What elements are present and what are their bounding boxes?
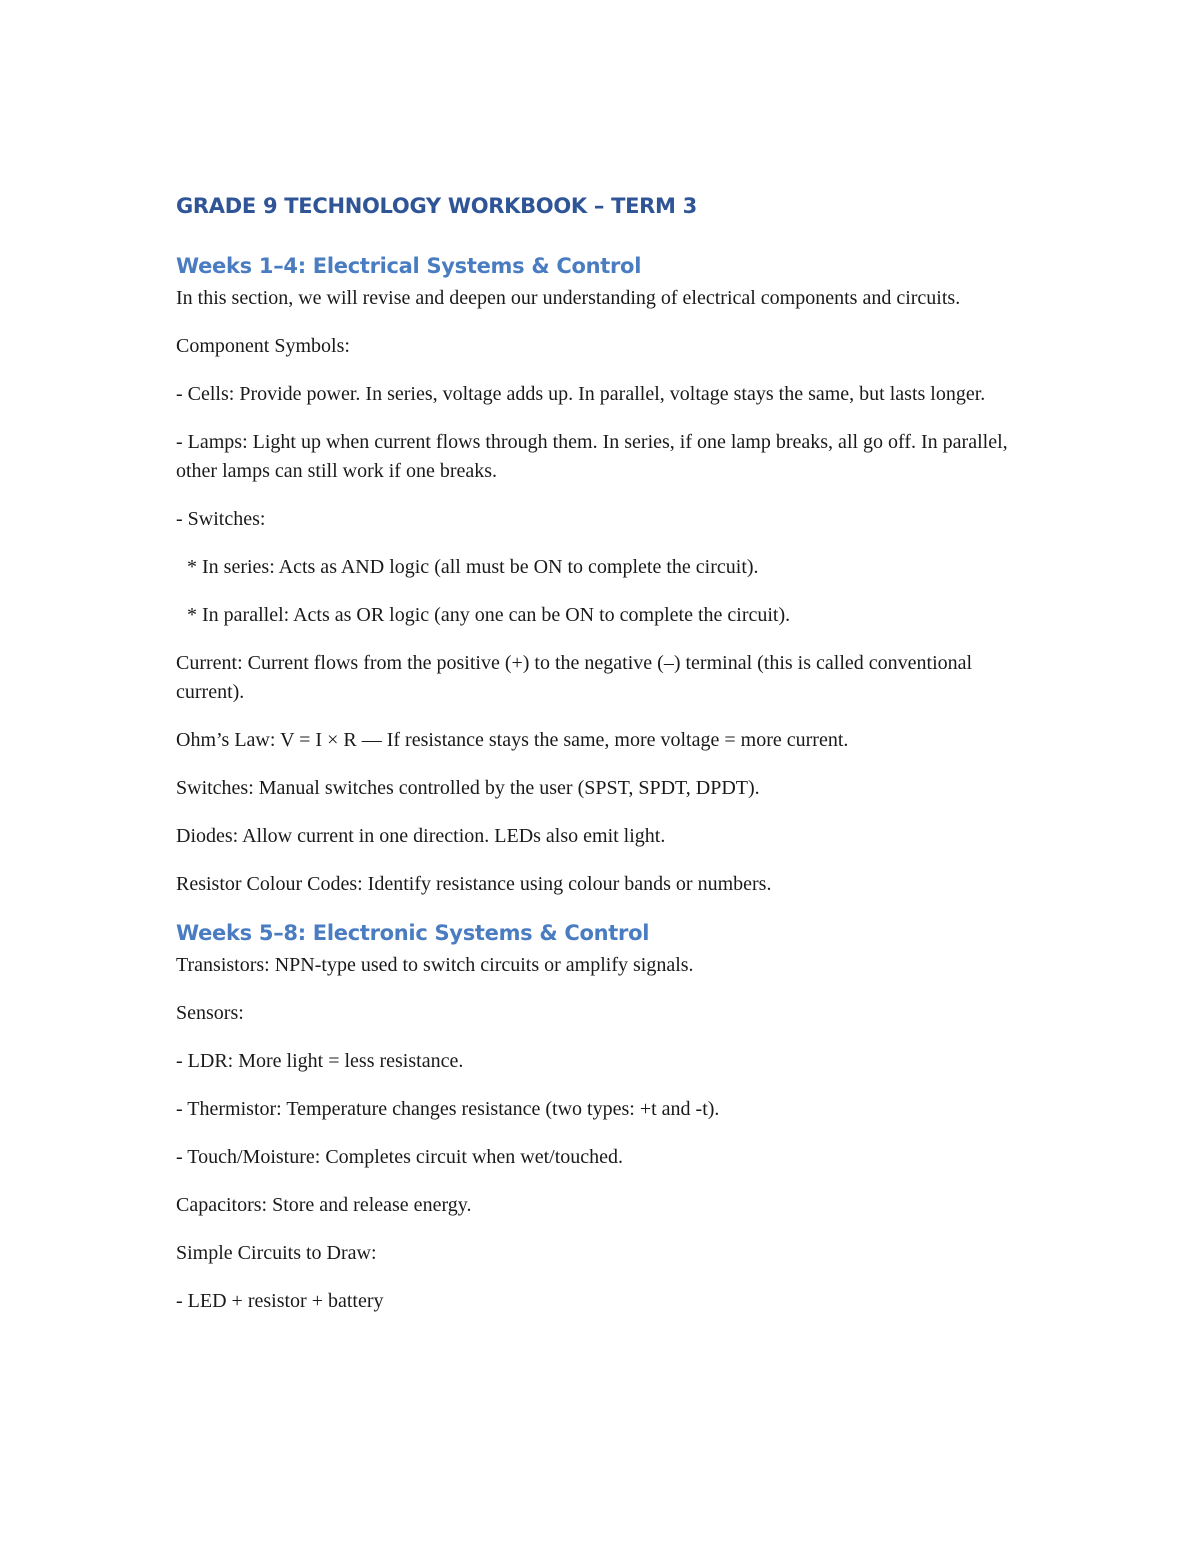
section-heading-electrical: Weeks 1–4: Electrical Systems & Control — [176, 254, 642, 278]
document-body — [176, 190, 1036, 1335]
touch-moisture-item: - Touch/Moisture: Completes circuit when wet/touched. — [176, 1146, 624, 1168]
switches-parallel-item: * In parallel: Acts as OR logic (any one can be ON to complete the circuit). — [187, 604, 791, 626]
switches-series-item: * In series: Acts as AND logic (all must be ON to complete the circuit). — [187, 556, 759, 578]
ohms-law-paragraph: Ohm’s Law: V = I × R — If resistance stays the same, more voltage = more current. — [176, 729, 849, 751]
diodes-paragraph: Diodes: Allow current in one direction. LEDs also emit light. — [176, 825, 666, 847]
lamps-item: - Lamps: Light up when current flows through them. In series, if one lamp breaks, all go off. In parallel, other lamps can still work if one breaks. — [176, 431, 1008, 482]
switches-types-paragraph: Switches: Manual switches controlled by the user (SPST, SPDT, DPDT). — [176, 777, 760, 799]
sensors-label: Sensors: — [176, 1002, 244, 1024]
capacitors-paragraph: Capacitors: Store and release energy. — [176, 1194, 472, 1216]
section-heading-electronic: Weeks 5–8: Electronic Systems & Control — [176, 921, 650, 945]
cells-item: - Cells: Provide power. In series, voltage adds up. In parallel, voltage stays the same, but lasts longer. — [176, 383, 986, 405]
document-title: GRADE 9 TECHNOLOGY WORKBOOK – TERM 3 — [176, 194, 697, 218]
intro-paragraph: In this section, we will revise and deepen our understanding of electrical components and circuits. — [176, 287, 961, 309]
switches-label: - Switches: — [176, 508, 266, 530]
resistor-codes-paragraph: Resistor Colour Codes: Identify resistance using colour bands or numbers. — [176, 873, 772, 895]
led-circuit-item: - LED + resistor + battery — [176, 1290, 384, 1312]
transistors-paragraph: Transistors: NPN-type used to switch circuits or amplify signals. — [176, 954, 694, 976]
thermistor-item: - Thermistor: Temperature changes resistance (two types: +t and -t). — [176, 1098, 720, 1120]
component-symbols-label: Component Symbols: — [176, 335, 350, 357]
current-paragraph: Current: Current flows from the positive (+) to the negative (–) terminal (this is called conventional current). — [176, 652, 973, 703]
ldr-item: - LDR: More light = less resistance. — [176, 1050, 464, 1072]
simple-circuits-label: Simple Circuits to Draw: — [176, 1242, 377, 1264]
